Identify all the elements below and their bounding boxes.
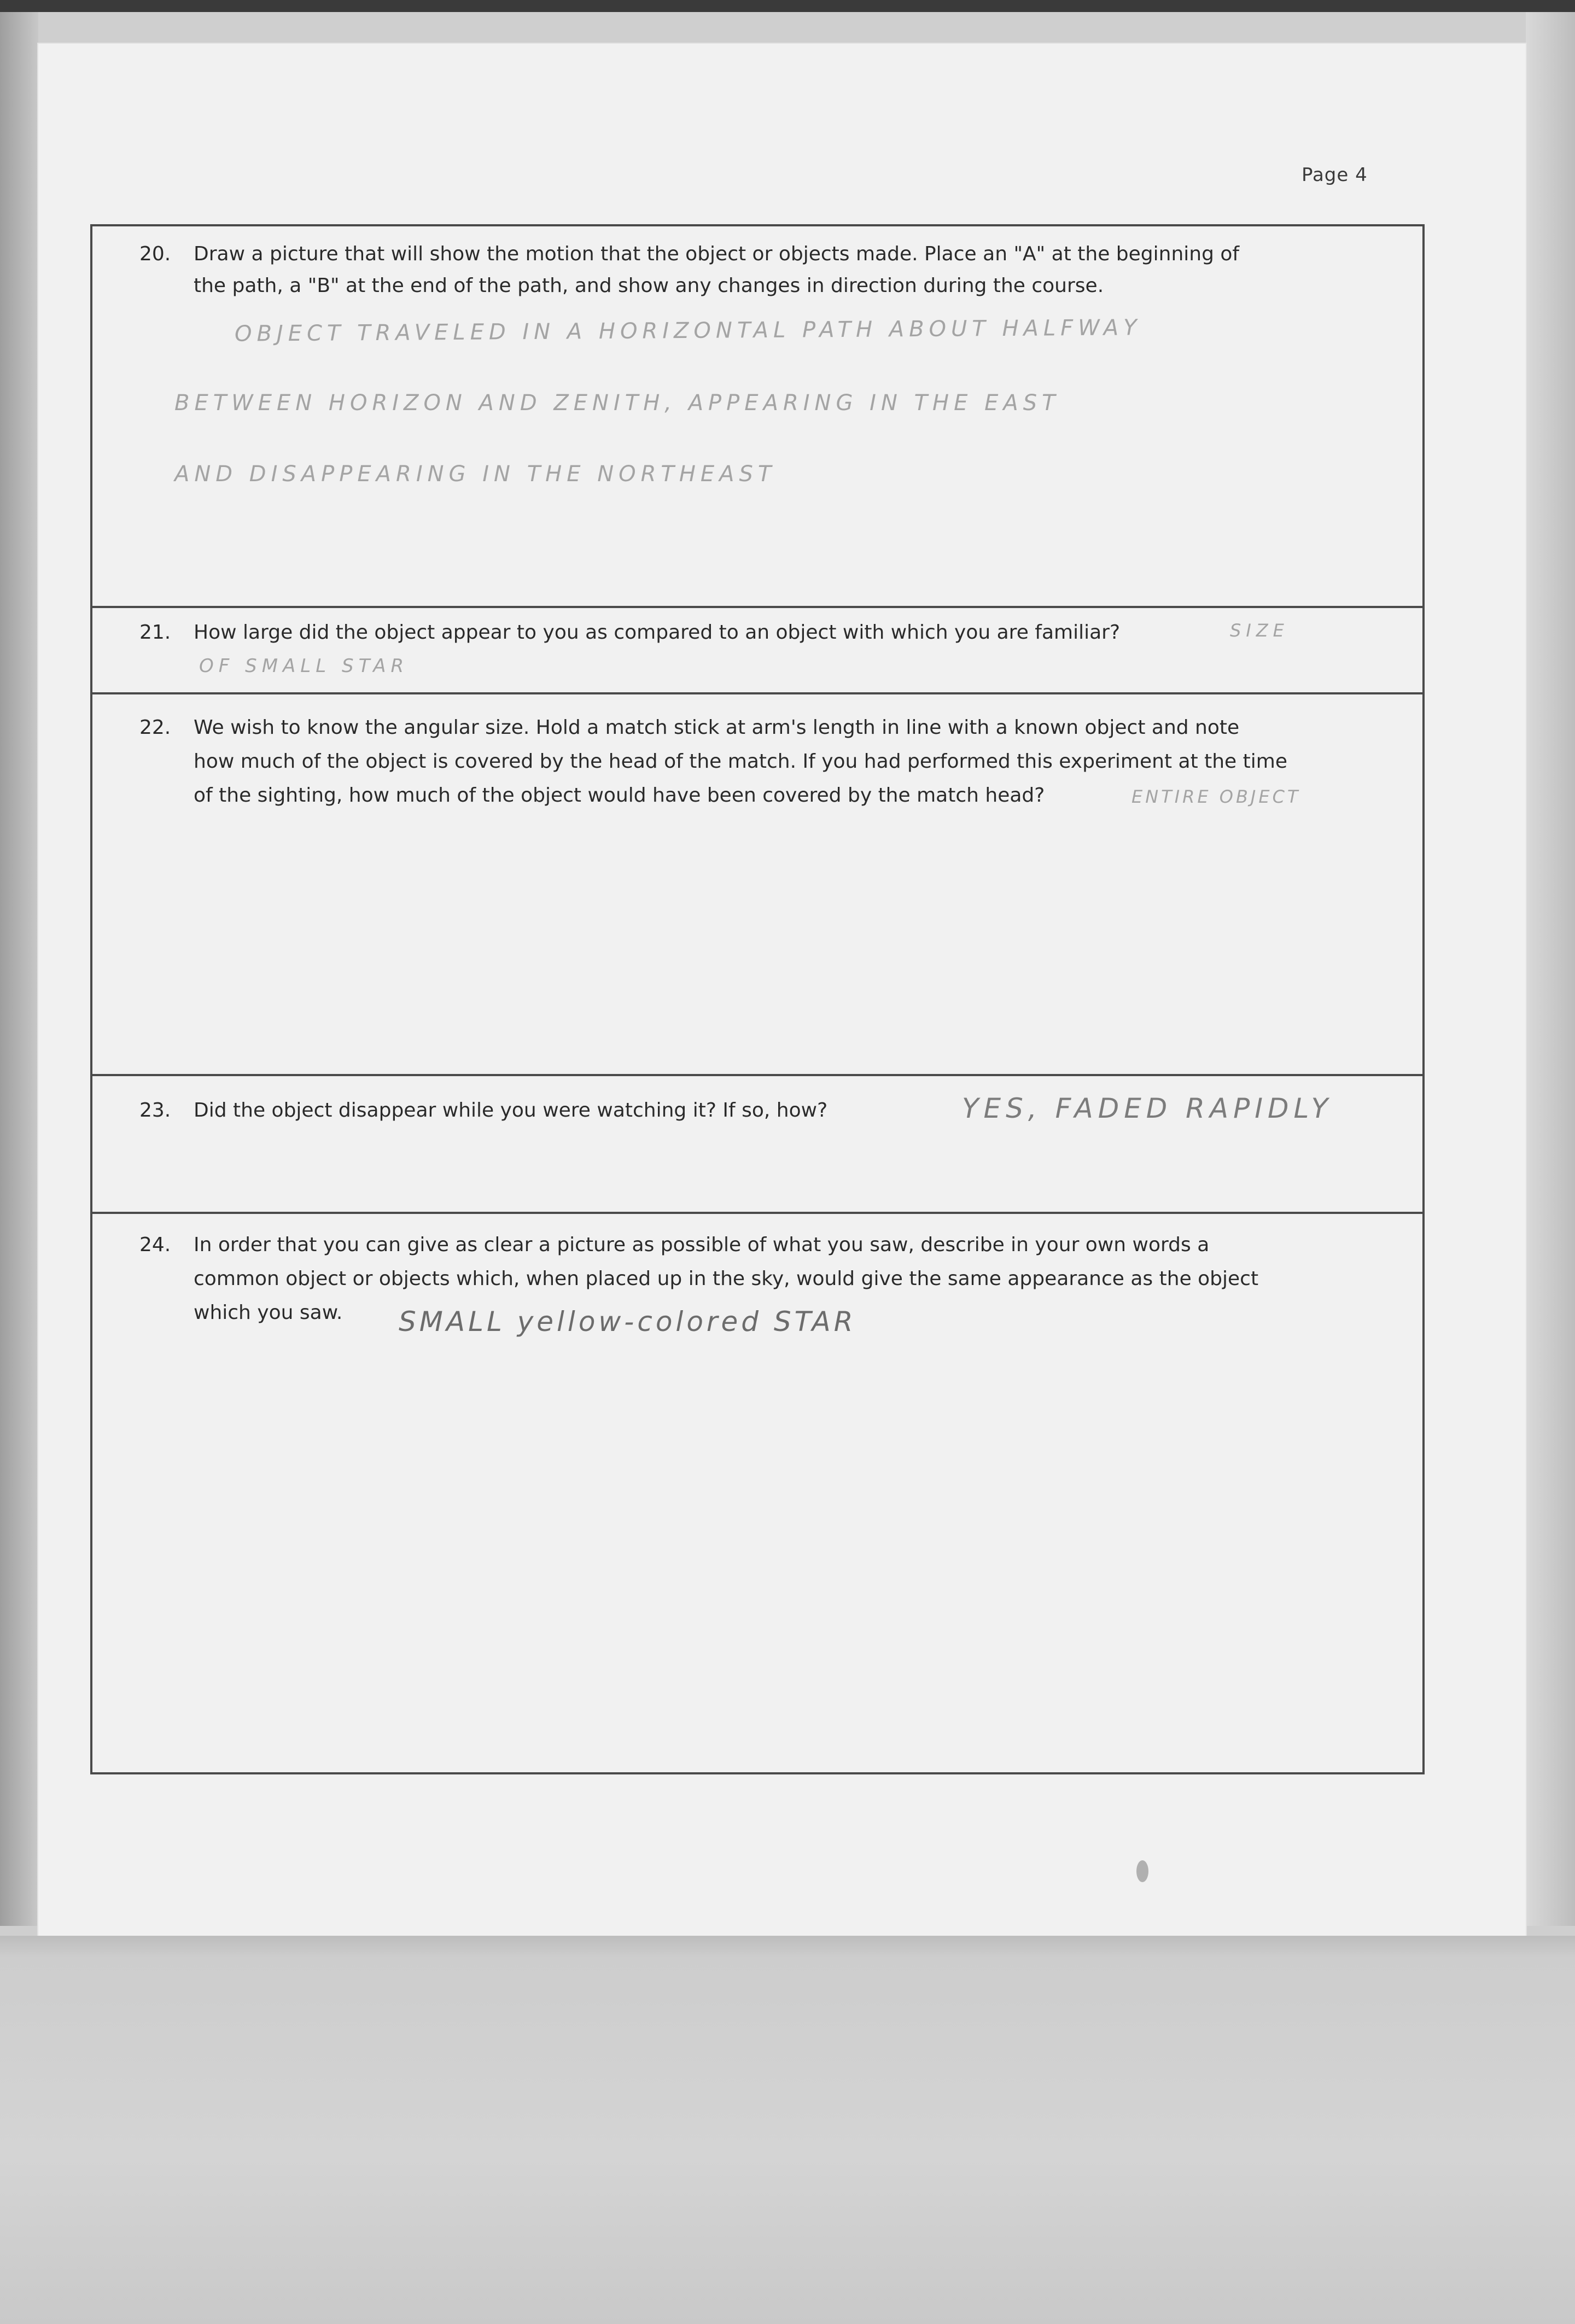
- question-24-number: 24.: [139, 1234, 171, 1256]
- question-24-text-line2: common object or objects which, when placed up in the sky, would give the same appearance as the object: [194, 1268, 1259, 1290]
- scan-top-border: [0, 0, 1575, 12]
- question-22-text-line1: We wish to know the angular size. Hold a match stick at arm's length in line with a known object and note: [194, 716, 1240, 739]
- question-24-text-line3: which you saw.: [194, 1301, 343, 1324]
- scan-right-margin: [1526, 12, 1575, 1926]
- question-23-section: [92, 1076, 1422, 1214]
- question-22-number: 22.: [139, 716, 171, 739]
- question-24-answer: SMALL yellow-colored STAR: [399, 1306, 856, 1338]
- question-24-text-line1: In order that you can give as clear a picture as possible of what you saw, describe in your own words a: [194, 1234, 1210, 1256]
- question-23-answer: YES, FADED RAPIDLY: [962, 1093, 1333, 1124]
- question-20-answer-line2: BETWEEN HORIZON AND ZENITH, APPEARING IN THE EAST: [174, 390, 1060, 416]
- scan-bottom-area: [0, 1936, 1575, 2324]
- question-21-section: [92, 608, 1422, 694]
- scan-left-margin: [0, 12, 38, 1926]
- question-20-text-line2: the path, a "B" at the end of the path, and show any changes in direction during the course.: [194, 275, 1104, 297]
- question-23-number: 23.: [139, 1099, 171, 1122]
- question-22-text-line3: of the sighting, how much of the object would have been covered by the match head?: [194, 784, 1045, 807]
- question-21-answer-part2: OF SMALL STAR: [199, 655, 409, 677]
- question-20-section: [92, 226, 1422, 608]
- questionnaire-form: [90, 224, 1425, 1774]
- paper-mark: [1136, 1860, 1148, 1882]
- question-20-number: 20.: [139, 243, 171, 265]
- question-20-answer-line1: OBJECT TRAVELED IN A HORIZONTAL PATH ABOUT HALFWAY: [234, 315, 1142, 347]
- question-20-text-line1: Draw a picture that will show the motion that the object or objects made. Place an "A" at the beginning of: [194, 243, 1240, 265]
- question-23-text: Did the object disappear while you were watching it? If so, how?: [194, 1099, 828, 1122]
- question-22-answer: ENTIRE OBJECT: [1131, 786, 1301, 807]
- question-22-text-line2: how much of the object is covered by the head of the match. If you had performed this experiment at the time: [194, 750, 1287, 773]
- question-22-section: [92, 694, 1422, 1076]
- question-21-text: How large did the object appear to you as compared to an object with which you are familiar?: [194, 621, 1121, 644]
- question-20-answer-line3: AND DISAPPEARING IN THE NORTHEAST: [174, 462, 777, 487]
- question-21-answer-part1: SIZE: [1230, 620, 1289, 641]
- question-21-number: 21.: [139, 621, 171, 644]
- page-number: Page 4: [1302, 164, 1368, 186]
- question-24-section: [92, 1214, 1422, 1774]
